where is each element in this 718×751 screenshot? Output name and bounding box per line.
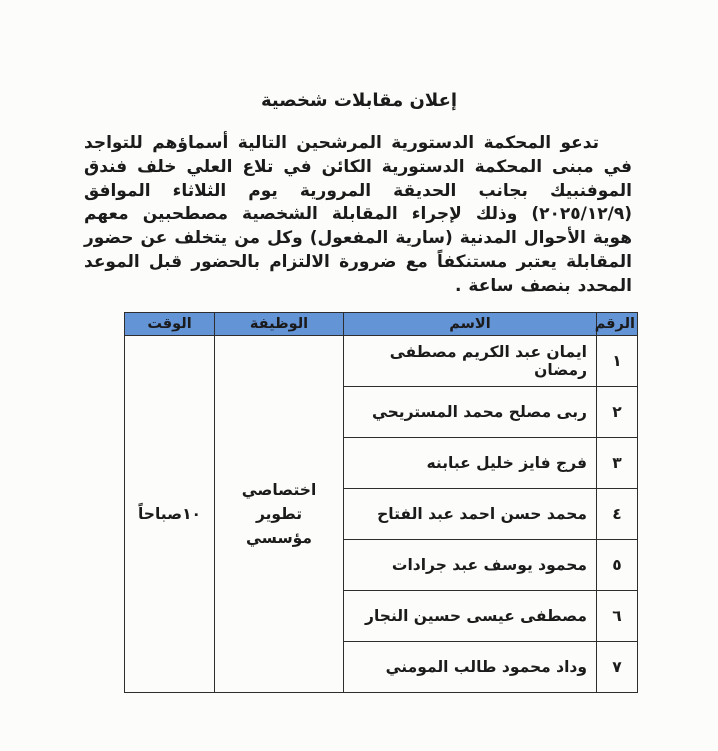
row-name: ايمان عبد الكريم مصطفى رمضان bbox=[344, 335, 597, 386]
document-title: إعلان مقابلات شخصية bbox=[260, 90, 458, 111]
row-name: مصطفى عيسى حسين النجار bbox=[344, 590, 597, 641]
row-name: وداد محمود طالب المومني bbox=[344, 641, 597, 692]
time-value: ١٠صباحاً bbox=[137, 504, 202, 523]
row-number: ١ bbox=[597, 335, 638, 386]
row-name: محمد حسن احمد عبد الفتاح bbox=[344, 488, 597, 539]
header-name: الاسم bbox=[344, 312, 597, 335]
time-merged-cell bbox=[125, 335, 215, 692]
row-number: ٧ bbox=[597, 641, 638, 692]
row-number: ٣ bbox=[597, 437, 638, 488]
table-header-row bbox=[125, 312, 638, 335]
table-row bbox=[125, 335, 638, 386]
header-time: الوقت bbox=[125, 312, 215, 335]
header-number: الرقم bbox=[597, 312, 638, 335]
interview-table bbox=[124, 312, 638, 693]
row-number: ٤ bbox=[597, 488, 638, 539]
job-merged-cell: اختصاصي تطوير مؤسسي bbox=[215, 335, 344, 692]
header-job: الوظيفة bbox=[215, 312, 344, 335]
row-name: ربى مصلح محمد المستريحي bbox=[344, 386, 597, 437]
row-name: فرج فايز خليل عبابنه bbox=[344, 437, 597, 488]
announcement-paragraph: تدعو المحكمة الدستورية المرشحين التالية أسماؤهم للتواجد في مبنى المحكمة الدستورية الكائن في تلاع العلي خلف فندق الموفنبيك بجانب الحديقة المرورية يوم الثلاثاء الموافق (٢٠٢٥/١٢/٩) وذلك لإجراء المقابلة الشخصية مصطحبين معهم هوية الأحوال المدنية (سارية المفعول) وكل من يتخلف عن حضور المقابلة يعتبر مستنكفاً مع ضرورة الالتزام بالحضور قبل الموعد المحدد بنصف ساعة . bbox=[84, 133, 632, 296]
row-number: ٥ bbox=[597, 539, 638, 590]
interview-table-container bbox=[125, 312, 638, 693]
row-number: ٦ bbox=[597, 590, 638, 641]
row-name: محمود يوسف عبد جرادات bbox=[344, 539, 597, 590]
row-number: ٢ bbox=[597, 386, 638, 437]
